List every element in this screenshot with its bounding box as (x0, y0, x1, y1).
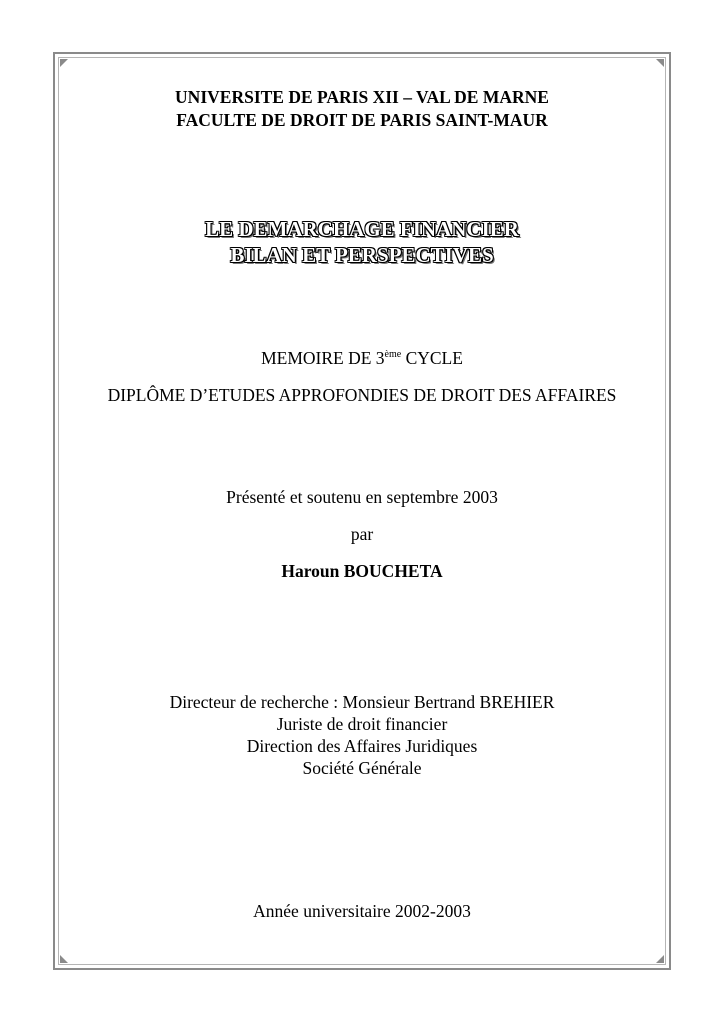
corner-ornament-bottom-left (60, 955, 68, 963)
diploma-name: DIPLÔME D’ETUDES APPROFONDIES DE DROIT DES AFFAIRES (107, 385, 617, 405)
director-line: Directeur de recherche : Monsieur Bertrand BREHIER (169, 692, 555, 712)
page-border-inner (58, 57, 666, 965)
faculty-name: FACULTE DE DROIT DE PARIS SAINT-MAUR (176, 110, 548, 130)
corner-ornament-top-left (60, 59, 68, 67)
memoire-suffix: CYCLE (401, 348, 463, 368)
director-title: Juriste de droit financier (276, 714, 448, 734)
memoire-superscript: ème (384, 349, 402, 360)
director-department: Direction des Affaires Juridiques (246, 736, 478, 756)
thesis-title-line-1: LE DEMARCHAGE FINANCIER (205, 217, 519, 241)
director-company: Société Générale (302, 758, 422, 778)
presentation-date: Présenté et soutenu en septembre 2003 (226, 487, 498, 507)
memoire-prefix: MEMOIRE DE 3 (261, 348, 385, 368)
thesis-title-line-2: BILAN ET PERSPECTIVES (230, 243, 494, 267)
author-name: Haroun BOUCHETA (281, 561, 443, 581)
academic-year: Année universitaire 2002-2003 (253, 901, 471, 921)
university-name: UNIVERSITE DE PARIS XII – VAL DE MARNE (175, 87, 549, 107)
corner-ornament-top-right (656, 59, 664, 67)
par-label: par (350, 524, 374, 544)
corner-ornament-bottom-right (656, 955, 664, 963)
memoire-cycle (0, 350, 724, 368)
